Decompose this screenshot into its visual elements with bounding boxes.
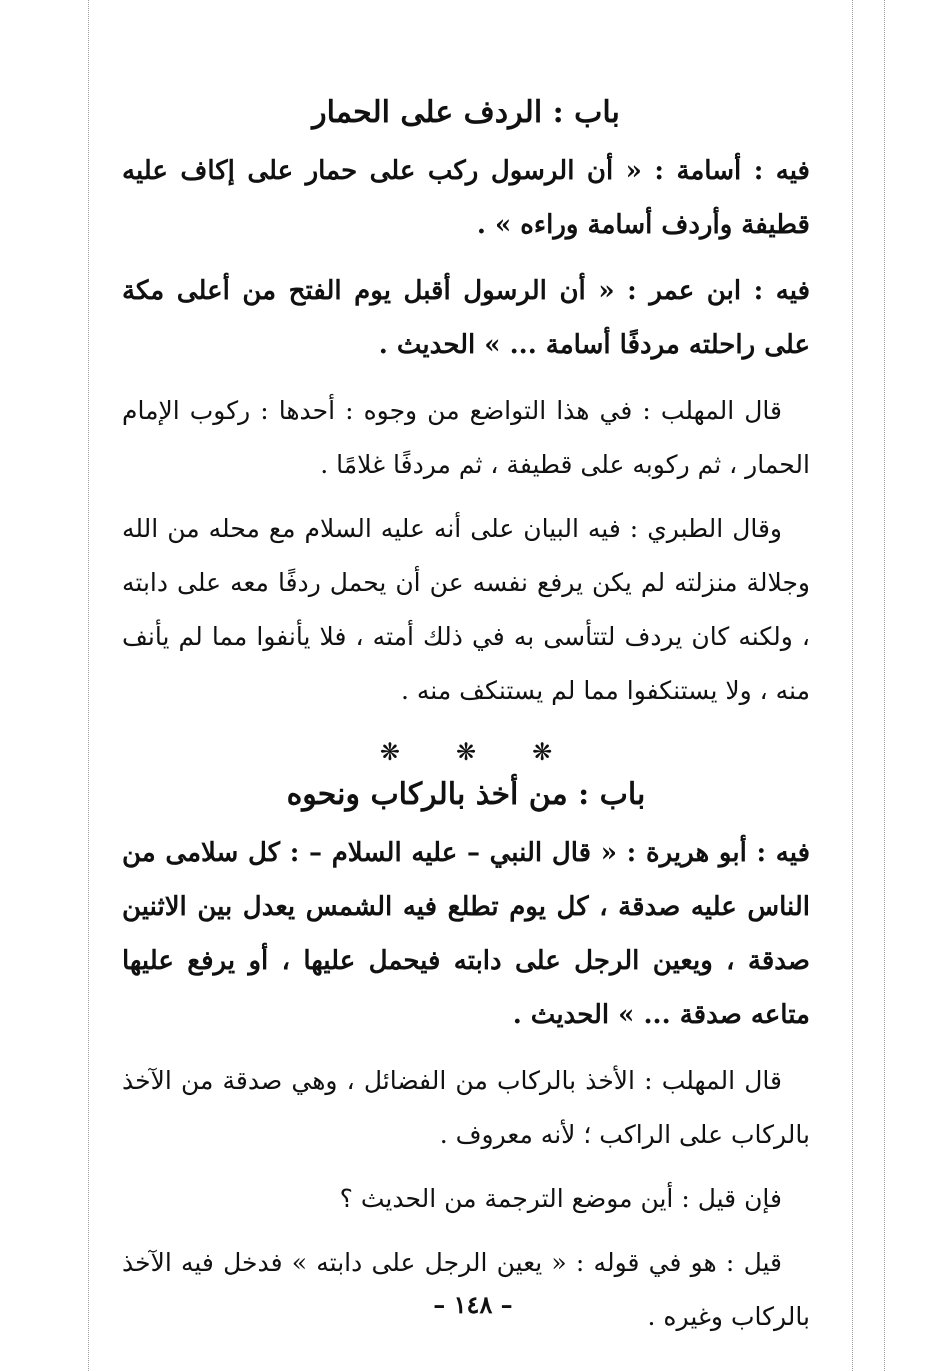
question-text: فإن قيل : أين موضع الترجمة من الحديث ؟ (339, 1184, 782, 1213)
separator-star: ❋ (379, 738, 400, 766)
answer-text: قيل : هو في قوله : « يعين الرجل على دابته » فدخل فيه الآخذ بالركاب وغيره . (122, 1248, 810, 1331)
commentary-tabari: وقال الطبري : فيه البيان على أنه عليه السلام مع محله من الله وجلالة منزلته لم يكن يرفع نفسه عن أن يحمل ردفًا معه على دابته ، ولكنه كان يردف لتتأسى به في ذلك أمته ، فلا يأنفوا مما لم يأنف منه ، ولا يستنكفوا مما لم يستنكف منه . (122, 514, 810, 705)
right-margin-guide (852, 0, 853, 1371)
separator-star: ❋ (532, 738, 553, 766)
section-separator (122, 740, 810, 764)
left-margin-guide (88, 0, 89, 1371)
section-title-radf: باب : الردف على الحمار (312, 95, 620, 130)
right-outer-margin-guide (884, 0, 885, 1371)
section-title-rikab: باب : من أخذ بالركاب ونحوه (286, 777, 646, 812)
hadith-usama: فيه : أسامة : « أن الرسول ركب على حمار على إكاف عليه قطيفة وأردف أسامة وراءه » . (122, 156, 810, 240)
page-content (122, 88, 810, 1354)
commentary-muhallab-1: قال المهلب : في هذا التواضع من وجوه : أحدها : ركوب الإمام الحمار ، ثم ركوبه على قطيفة ، ثم مردفًا غلامًا . (122, 396, 810, 479)
hadith-abu-hurayra: فيه : أبو هريرة : « قال النبي – عليه السلام – : كل سلامى من الناس عليه صدقة ، كل يوم تطلع فيه الشمس يعدل بين الاثنين صدقة ، ويعين الرجل على دابته فيحمل عليها ، أو يرفع عليها متاعه صدقة ... » الحديث . (122, 838, 810, 1030)
page-number: – ١٤٨ – (433, 1290, 513, 1319)
hadith-ibn-umar: فيه : ابن عمر : « أن الرسول أقبل يوم الفتح من أعلى مكة على راحلته مردفًا أسامة ... » الحديث . (122, 276, 810, 360)
separator-star: ❋ (455, 738, 477, 766)
commentary-muhallab-2: قال المهلب : الأخذ بالركاب من الفضائل ، وهي صدقة من الآخذ بالركاب على الراكب ؛ لأنه معروف . (122, 1066, 810, 1149)
